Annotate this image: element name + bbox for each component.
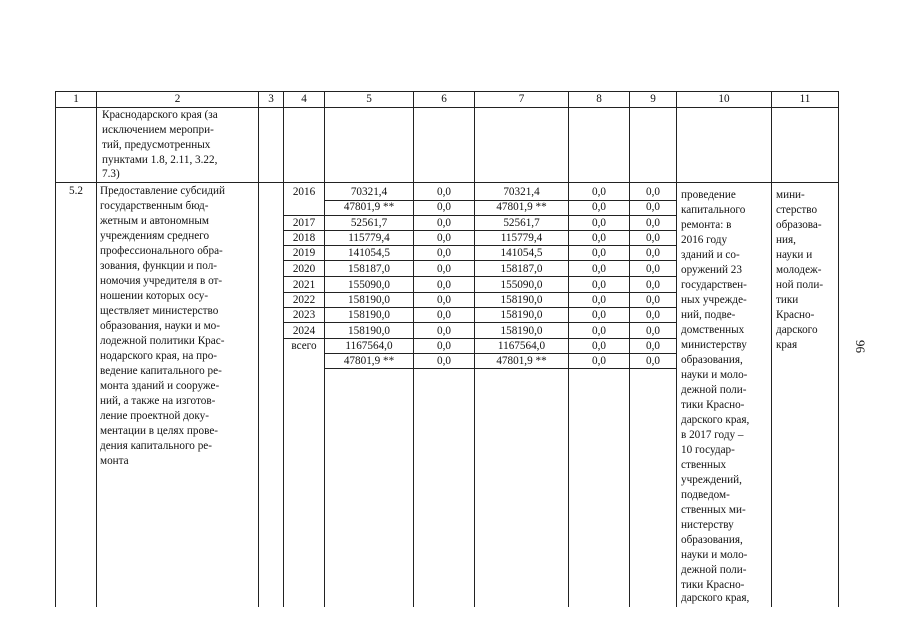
- year-separator: [283, 215, 676, 216]
- value-cell-c6: 0,0: [437, 294, 451, 306]
- year-separator: [283, 322, 676, 323]
- value-cell-c6: 0,0: [437, 201, 451, 213]
- value-cell-c5: 115779,4: [348, 232, 390, 244]
- executor-line: образова-: [776, 219, 822, 231]
- result-line: 2016 году: [681, 234, 728, 246]
- value-cell-c6: 0,0: [437, 263, 451, 275]
- value-cell-c5: 47801,9 **: [343, 355, 395, 367]
- result-line: ственных: [681, 459, 727, 471]
- value-cell-c5: 52561,7: [350, 217, 388, 229]
- value-cell-c6: 0,0: [437, 355, 451, 367]
- description-line: монта: [100, 455, 129, 467]
- value-cell-c5: 155090,0: [348, 279, 390, 291]
- value-cell-c9: 0,0: [646, 325, 660, 337]
- col-line: [676, 91, 677, 607]
- result-line: ремонта: в: [681, 219, 732, 231]
- result-line: нистерству: [681, 519, 734, 531]
- header-cell-4: 4: [301, 93, 307, 105]
- continuation-line: исключением меропри-: [102, 124, 214, 136]
- value-cell-c7: 158190,0: [500, 294, 543, 306]
- result-line: государствен-: [681, 279, 747, 291]
- year-cell: 2018: [292, 232, 316, 244]
- year-separator: [283, 260, 676, 261]
- result-line: 10 государ-: [681, 444, 735, 456]
- value-cell-c6: 0,0: [437, 309, 451, 321]
- description-line: номочия учредителя в от-: [100, 275, 223, 287]
- executor-line: науки и: [776, 249, 813, 261]
- description-line: профессионального обра-: [100, 245, 223, 257]
- value-cell-c9: 0,0: [646, 201, 660, 213]
- header-cell-1: 1: [73, 93, 79, 105]
- description-line: монта зданий и сооруже-: [100, 380, 220, 392]
- value-cell-c6: 0,0: [437, 279, 451, 291]
- value-cell-c7: 155090,0: [500, 279, 543, 291]
- result-line: домственных: [681, 324, 745, 336]
- year-separator: [283, 307, 676, 308]
- value-cell-c9: 0,0: [646, 294, 660, 306]
- value-cell-c8: 0,0: [592, 263, 606, 275]
- value-cell-c7: 47801,9 **: [496, 355, 547, 367]
- value-cell-c8: 0,0: [592, 217, 606, 229]
- result-line: ственных ми-: [681, 504, 746, 516]
- executor-line: тики: [776, 294, 799, 306]
- result-line: в 2017 году –: [681, 429, 744, 441]
- value-cell-c5: 158190,0: [348, 325, 390, 337]
- value-cell-c5: 158190,0: [348, 309, 390, 321]
- row-separator: [55, 182, 839, 183]
- executor-line: ной поли-: [776, 279, 824, 291]
- value-cell-c8: 0,0: [592, 247, 606, 259]
- result-line: ных учрежде-: [681, 294, 747, 306]
- description-line: ление проектной доку-: [100, 410, 209, 422]
- result-line: дежной поли-: [681, 564, 747, 576]
- year-cell: 2020: [292, 263, 316, 275]
- result-line: подведом-: [681, 489, 730, 501]
- executor-line: молодеж-: [776, 264, 822, 276]
- value-cell-c8: 0,0: [592, 232, 606, 244]
- year-cell: 2023: [292, 309, 316, 321]
- value-cell-c7: 158187,0: [500, 263, 543, 275]
- result-line: дарского края,: [681, 592, 750, 604]
- result-line: науки и моло-: [681, 549, 748, 561]
- description-line: государственным бюд-: [100, 200, 209, 212]
- value-cell-c7: 47801,9 **: [496, 201, 547, 213]
- description-line: дения капитального ре-: [100, 440, 212, 452]
- col-line: [838, 91, 839, 607]
- value-cell-c8: 0,0: [592, 186, 606, 198]
- col-line: [55, 91, 56, 607]
- result-line: оружений 23: [681, 264, 742, 276]
- executor-line: Красно-: [776, 309, 815, 321]
- description-line: нодарского края, на про-: [100, 350, 218, 362]
- value-cell-c5: 70321,4: [350, 186, 388, 198]
- header-cell-3: 3: [268, 93, 274, 105]
- value-cell-c6: 0,0: [437, 247, 451, 259]
- value-cell-c7: 158190,0: [500, 325, 543, 337]
- result-line: образования,: [681, 354, 743, 366]
- result-line: образования,: [681, 534, 743, 546]
- value-cell-c9: 0,0: [646, 355, 660, 367]
- header-cell-11: 11: [799, 93, 811, 105]
- header-cell-7: 7: [518, 93, 525, 105]
- value-cell-c9: 0,0: [646, 232, 660, 244]
- year-cell: 2022: [292, 294, 316, 306]
- col-line: [771, 91, 772, 607]
- value-cell-c6: 0,0: [437, 340, 451, 352]
- year-separator: [283, 276, 676, 277]
- row-number: 5.2: [69, 185, 83, 197]
- value-cell-c9: 0,0: [646, 340, 660, 352]
- result-line: учреждений,: [681, 474, 742, 486]
- value-cell-c9: 0,0: [646, 279, 660, 291]
- description-line: жетным и автономным: [100, 215, 209, 227]
- description-line: зования, функции и пол-: [100, 260, 218, 272]
- value-cell-c5: 1167564,0: [345, 340, 393, 352]
- value-cell-c9: 0,0: [646, 263, 660, 275]
- continuation-line: Краснодарского края (за: [102, 109, 218, 121]
- header-cell-2: 2: [174, 93, 181, 105]
- result-line: тики Красно-: [681, 579, 745, 591]
- description-line: ношении которых осу-: [100, 290, 209, 302]
- year-separator: [283, 230, 676, 231]
- year-cell: 2021: [292, 279, 316, 291]
- value-cell-c7: 158190,0: [500, 309, 543, 321]
- description-line: ментации в целях прове-: [100, 425, 219, 437]
- result-line: науки и моло-: [681, 369, 748, 381]
- value-cell-c9: 0,0: [646, 186, 660, 198]
- description-line: ведение капитального ре-: [100, 365, 222, 377]
- value-cell-c5: 158187,0: [348, 263, 390, 275]
- year-cell: 2019: [292, 247, 316, 259]
- executor-line: ния,: [776, 234, 796, 246]
- year-separator: [324, 368, 676, 369]
- result-line: капитального: [681, 204, 746, 216]
- result-line: зданий и со-: [681, 249, 740, 261]
- description-line: образования, науки и мо-: [100, 320, 220, 332]
- value-cell-c6: 0,0: [437, 217, 451, 229]
- value-cell-c6: 0,0: [437, 232, 451, 244]
- description-line: Предоставление субсидий: [100, 185, 226, 197]
- value-cell-c8: 0,0: [592, 325, 606, 337]
- year-cell: 2024: [292, 325, 316, 337]
- value-cell-c7: 141054,5: [500, 247, 543, 259]
- result-line: тики Красно-: [681, 399, 745, 411]
- value-cell-c6: 0,0: [437, 186, 451, 198]
- result-line: дарского края,: [681, 414, 750, 426]
- value-cell-c9: 0,0: [646, 247, 660, 259]
- continuation-line: тий, предусмотренных: [102, 139, 211, 151]
- value-cell-c8: 0,0: [592, 294, 606, 306]
- description-line: ществляет министерство: [100, 305, 219, 317]
- executor-line: дарского: [776, 324, 818, 336]
- executor-line: стерство: [776, 204, 818, 216]
- value-cell-c5: 141054,5: [348, 247, 390, 259]
- description-line: ний, а также на изготов-: [100, 395, 216, 407]
- continuation-line: пунктами 1.8, 2.11, 3.22,: [102, 154, 218, 166]
- executor-line: мини-: [776, 189, 805, 201]
- header-cell-9: 9: [650, 93, 656, 105]
- result-line: проведение: [681, 189, 736, 201]
- page-number: 96: [853, 340, 868, 353]
- executor-line: края: [776, 339, 798, 351]
- value-cell-c9: 0,0: [646, 309, 660, 321]
- value-cell-c7: 70321,4: [503, 186, 540, 198]
- year-cell: 2016: [292, 186, 316, 198]
- result-line: ний, подве-: [681, 309, 736, 321]
- value-cell-c6: 0,0: [437, 325, 451, 337]
- continuation-line: 7.3): [102, 168, 120, 180]
- value-cell-c8: 0,0: [592, 340, 606, 352]
- year-separator: [283, 245, 676, 246]
- year-separator: [324, 353, 676, 354]
- header-cell-6: 6: [441, 93, 447, 105]
- value-cell-c8: 0,0: [592, 309, 606, 321]
- header-cell-10: 10: [718, 93, 730, 105]
- value-cell-c5: 158190,0: [348, 294, 390, 306]
- year-cell: всего: [291, 340, 317, 352]
- year-separator: [283, 338, 676, 339]
- header-cell-5: 5: [366, 93, 372, 105]
- value-cell-c7: 1167564,0: [497, 340, 546, 352]
- description-line: лодежной политики Крас-: [100, 335, 225, 347]
- year-cell: 2017: [292, 217, 316, 229]
- description-line: учреждениям среднего: [100, 230, 210, 242]
- value-cell-c8: 0,0: [592, 201, 606, 213]
- value-cell-c8: 0,0: [592, 355, 606, 367]
- col-line: [96, 91, 97, 607]
- result-line: дежной поли-: [681, 384, 747, 396]
- value-cell-c8: 0,0: [592, 279, 606, 291]
- year-separator: [283, 292, 676, 293]
- header-cell-8: 8: [596, 93, 602, 105]
- value-cell-c7: 115779,4: [500, 232, 543, 244]
- result-line: министерству: [681, 339, 747, 351]
- value-cell-c9: 0,0: [646, 217, 660, 229]
- value-cell-c5: 47801,9 **: [343, 201, 395, 213]
- value-cell-c7: 52561,7: [503, 217, 540, 229]
- col-line: [258, 91, 259, 607]
